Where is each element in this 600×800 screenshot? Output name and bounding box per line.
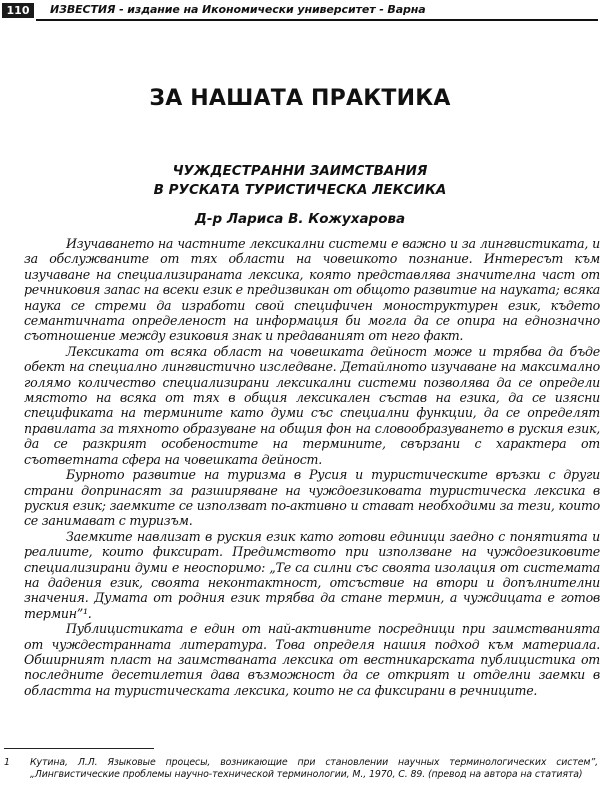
running-title: ИЗВЕСТИЯ - издание на Икономически университет - Варна [50, 3, 426, 16]
header-rule [36, 19, 598, 21]
article-title [0, 162, 600, 200]
running-header [0, 0, 600, 22]
article-title-line-2: В РУСКАТА ТУРИСТИЧЕСКА ЛЕКСИКА [153, 182, 447, 198]
page-number: 110 [2, 3, 34, 18]
footnote [4, 757, 598, 781]
footnote-marker: 1 [4, 757, 10, 768]
body-paragraph: Лексиката от всяка област на човешката дейност може и трябва да бъде обект на специално лингвистично изследване. Детайлното изучаване на максимално голямо количество специализирани лексикални системи позволява да се определи мястото на всяка от тях в общия лексикален състав на езика, да се изясни спецификата на термините като думи със специални функции, да се определят правилата за тяхното образуване на общия фон на словообразуването в руския език, да се разкрият особеностите на термините, свързани с характера от съответната сфера на човешката дейност. [24, 343, 600, 467]
footnote-divider [4, 748, 154, 749]
footnote-text: Кутина, Л.Л. Языковые процесы, возникающие при становлении научных терминологических систем”, „Лингвистические проблемы научно-технической терминологии, М., 1970, С. 89. (превод на автора на статията) [30, 757, 598, 780]
body-paragraph: Изучаването на частните лексикални системи е важно и за лингвистиката, и за обслужваните от тях области на човешкото познание. Интересът към изучаване на специализираната лексика, която представлява значителна част от речниковия запас на всеки език е предизвикан от общото развитие на науката; всяка наука се стреми да изработи свой специфичен моноструктурен език, където семантичната определеност на информация би могла да се опира на еднозначно съотношение между езиковия знак и предаваният от него факт. [24, 236, 600, 344]
body-paragraph: Бурното развитие на туризма в Русия и туристическите връзки с други страни допринасят за разширяване на чуждоезиковата туристическа лексика в руския език; заемките се използват по-активно и стават необходими за тези, които се занимават с туризъм. [24, 467, 600, 529]
article-title-line-1: ЧУЖДЕСТРАННИ ЗАИМСТВАНИЯ [172, 163, 428, 179]
section-title: ЗА НАШАТА ПРАКТИКА [149, 86, 451, 111]
author-name: Д-р Лариса В. Кожухарова [194, 211, 406, 227]
body-paragraph: Публицистиката е един от най-активните посредници при заимстванията от чуждестранната литература. Това определя нашия подход към материала. Обширният пласт на заимстваната лексика от вестникарската публицистика от последните десетилетия дава възможност да се открият и отделни заемки в областта на туристическата лексика, които не са фиксирани в речниците. [24, 621, 600, 698]
article-body [24, 236, 600, 698]
body-paragraph: Заемките навлизат в руския език като готови единици заедно с понятията и реалиите, които фиксират. Предимството при използване на чуждоезиковите специализирани думи е неоспоримо: „Те са силни със своята изолация от системата на дадения език, своята неконтактност, отсъствие на втори и допълнителни значения. Думата от родния език трябва да стане термин, а чуждицата е готов термин”¹. [24, 528, 600, 621]
